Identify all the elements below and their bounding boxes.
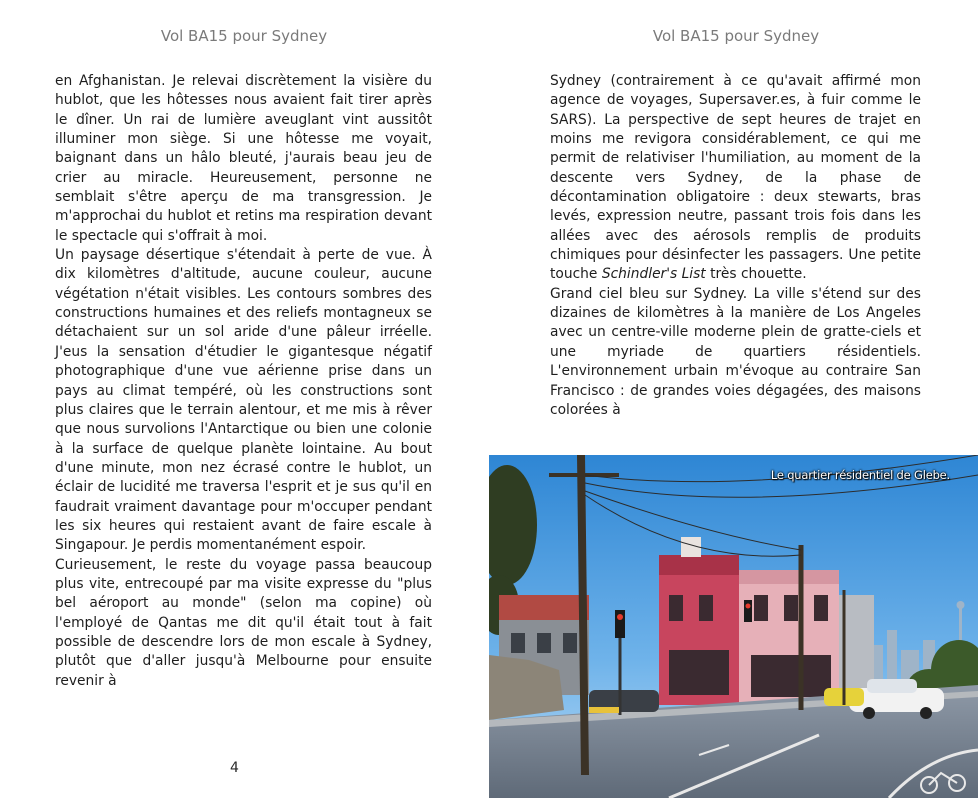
- right-paragraph-1-end: très chouette.: [705, 266, 807, 283]
- photo-caption: Le quartier résidentiel de Glebe.: [770, 468, 950, 482]
- left-paragraph-3: Curieusement, le reste du voyage passa beaucoup plus vite, entrecoupé par ma visite expresse du "plus bel aéroport au monde" (selon ma copine) où l'employé de Qantas me dit qu'il était tout à fait possible de descendre lors de mon escale à Sydney, plutôt que d'aller jusqu'à Melbourne pour ensuite revenir à: [55, 556, 432, 689]
- page-number: 4: [230, 760, 239, 776]
- street-scene-illustration: [489, 455, 978, 798]
- right-paragraph-2: Grand ciel bleu sur Sydney. La ville s'étend sur des dizaines de kilomètres à la manière de Los Angeles avec un centre-ville moderne plein de gratte-ciels et une myriade de quartiers résidentiels. L'environnement urbain m'évoque au contraire San Francisco : de grandes voies dégagées, des maisons colorées à: [550, 285, 921, 418]
- left-paragraph-2: Un paysage désertique s'étendait à perte de vue. À dix kilomètres d'altitude, aucune couleur, aucune végétation n'était visibles. Les contours sombres des constructions humaines et des reliefs montagneux se détachaient sur un sol aride d'une pâleur irréelle. J'eus la sensation d'étudier le gigantesque négatif photographique d'une vue aérienne prise dans un pays au climat tempéré, où les constructions sont plus claires que le terrain alentour, et me mis à rêver que nous survolions l'Antarctique ou bien une colonie à la surface de quelque planète lointaine. Au bout d'une minute, mon nez écrasé contre le hublot, un éclair de lucidité me traversa l'esprit et je sus qu'il en faudrait vraiment davantage pour m'occuper pendant les six heures qui restaient avant de faire escale à Singapour. Je perdis momentanément espoir.: [55, 247, 432, 554]
- film-title: Schindler's List: [601, 266, 706, 283]
- left-page-header: Vol BA15 pour Sydney: [160, 27, 328, 45]
- right-paragraph-1: [550, 72, 921, 285]
- road-barrier: [589, 707, 619, 713]
- right-page-header: Vol BA15 pour Sydney: [652, 27, 820, 45]
- glebe-street-photo: [489, 455, 978, 798]
- left-page-text: [55, 72, 432, 691]
- left-paragraph-1: en Afghanistan. Je relevai discrètement la visière du hublot, que les hôtesses nous avaient fait tirer après le dîner. Un rai de lumière aveuglant vint aussitôt illuminer mon siège. Si une hôtesse me voyait, baignant dans un hâlo bleuté, j'aurais beau jeu de crier au miracle. Heureusement, personne ne semblait s'être aperçu de ma transgression. Je m'approchai du hublot et retins ma respiration devant le spectacle qui s'offrait à moi.: [55, 73, 432, 244]
- right-page-text: [550, 72, 921, 420]
- right-paragraph-1-start: Sydney (contrairement à ce qu'avait affirmé mon agence de voyages, Supersaver.es, à fuir comme le SARS). La perspective de sept heures de trajet en moins me revigora considérablement, ce qui me permit de relativiser l'humiliation, au moment de la descente vers Sydney, de la phase de décontamination obligatoire : deux stewarts, bras levés, expression neutre, passant trois fois dans les allées avec des aérosols remplis de produits chimiques pour désinfecter les passagers. Une petite touche: [550, 73, 921, 283]
